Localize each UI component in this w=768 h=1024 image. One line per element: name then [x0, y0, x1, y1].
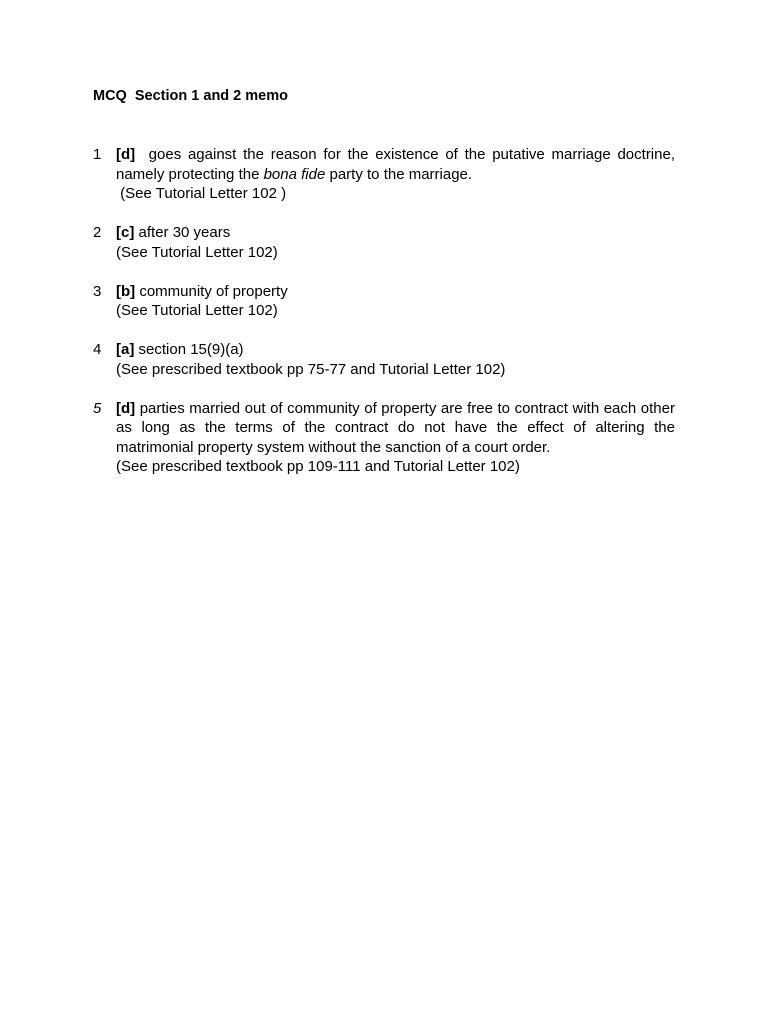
item-body	[116, 223, 675, 262]
item-text	[116, 223, 675, 243]
item-text	[116, 399, 680, 458]
item-number: 4	[93, 341, 102, 358]
answer-letter: [a]	[116, 341, 135, 358]
item-body	[116, 340, 675, 379]
answer-text: goes against the reason for the existence of the putative marriage doctrine, namely protecting the	[116, 146, 680, 183]
answer-text: section 15(9)(a)	[134, 341, 244, 358]
answer-letter: [b]	[116, 282, 136, 300]
item-text	[116, 145, 680, 184]
item-body	[116, 399, 680, 477]
answer-list	[93, 145, 680, 496]
answer-item-1	[93, 145, 680, 204]
reference-text: (See Tutorial Letter 102)	[116, 243, 278, 261]
item-number: 1	[93, 146, 102, 163]
item-text	[116, 340, 675, 360]
answer-text: community of property	[135, 282, 288, 300]
item-number: 2	[93, 224, 102, 241]
reference-text: (See Tutorial Letter 102)	[116, 302, 278, 319]
reference-text: (See Tutorial Letter 102 )	[116, 185, 287, 202]
answer-letter: [d]	[116, 146, 136, 163]
answer-text: after 30 years	[134, 224, 231, 241]
item-body	[116, 145, 680, 204]
item-text	[116, 282, 675, 302]
answer-item-3	[93, 282, 675, 321]
answer-letter: [c]	[116, 224, 135, 241]
answer-text: parties married out of community of property are free to contract with each other as long as the terms of the contract do not have the effect of altering the matrimonial property system without the sanction of a court order.	[116, 399, 680, 456]
answer-item-2	[93, 223, 675, 262]
answer-item-4	[93, 340, 675, 379]
document-title: MCQ Section 1 and 2 memo	[93, 88, 288, 104]
answer-text-end: party to the marriage.	[325, 165, 473, 183]
item-number: 5	[93, 399, 102, 417]
reference-text: (See prescribed textbook pp 75-77 and Tutorial Letter 102)	[116, 360, 506, 378]
item-number: 3	[93, 282, 102, 300]
item-body	[116, 282, 675, 321]
answer-item-5	[93, 399, 680, 477]
answer-letter: [d]	[116, 399, 136, 417]
answer-text-italic: bona fide	[263, 165, 326, 183]
reference-text: (See prescribed textbook pp 109-111 and Tutorial Letter 102)	[116, 458, 520, 475]
